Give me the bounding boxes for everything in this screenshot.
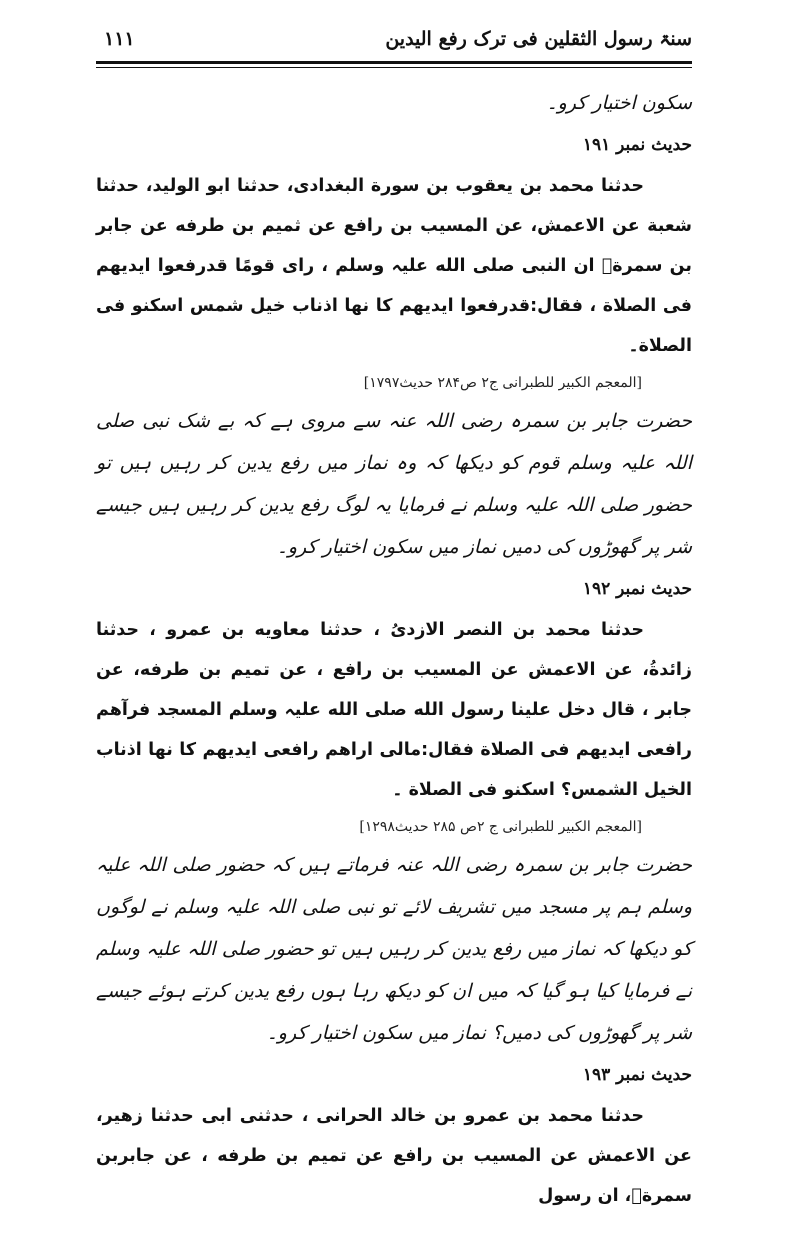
hadith-192 (96, 568, 692, 1054)
hadith-193-arabic-text: حدثنا محمد بن عمرو بن خالد الحرانی ، حدثنی ابی حدثنا زهير، عن الاعمش عن المسيب بن رافع عن تميم بن طرفه ، عن جابربن سمرةؓ، ان رسول (96, 1106, 692, 1206)
header-rule-thick (96, 61, 692, 64)
hadith-193 (96, 1054, 692, 1216)
page-number: ۱۱۱ (104, 28, 135, 50)
page-body (96, 82, 692, 1216)
hadith-191-arabic (96, 166, 692, 366)
hadith-192-arabic (96, 610, 692, 810)
intro-line: سکون اختیار کرو۔ (546, 92, 692, 114)
hadith-192-heading: حدیث نمبر ۱۹۲ (582, 579, 692, 599)
hadith-191 (96, 124, 692, 568)
hadith-193-heading: حدیث نمبر ۱۹۳ (582, 1065, 692, 1085)
book-title: سنۃ رسول الثقلین فی ترک رفع الیدین (385, 28, 692, 50)
hadith-191-translation: حضرت جابر بن سمرہ رضی اللہ عنہ سے مروی ہے کہ بے شک نبی صلی اللہ علیہ وسلم قوم کو دیکھا کہ وہ نماز میں رفع یدین کر رہیں ہیں تو حضور صلی اللہ علیہ وسلم نے فرمایا یہ لوگ رفع یدین کر رہیں ہیں جیسے شر پر گھوڑوں کی دمیں نماز میں سکون اختیار کرو۔ (96, 410, 692, 558)
hadith-192-translation: حضرت جابر بن سمرہ رضی اللہ عنہ فرماتے ہیں کہ حضور صلی اللہ علیہ وسلم ہم پر مسجد میں تشریف لائے تو نبی صلی اللہ علیہ وسلم نے لوگوں کو دیکھا کہ نماز میں رفع یدین کر رہیں ہیں تو حضور صلی اللہ علیہ وسلم نے فرمایا کیا ہو گیا کہ میں ان کو دیکھ رہا ہوں رفع یدین کرتے ہوئے جیسے شر پر گھوڑوں کی دمیں؟ نماز میں سکون اختیار کرو۔ (96, 854, 692, 1044)
running-header (96, 22, 692, 58)
hadith-191-arabic-text: حدثنا محمد بن يعقوب بن سورة البغدادى، حدثنا ابو الوليد، حدثنا شعبة عن الاعمش، عن المسيب بن رافع عن ثميم بن طرفه عن جابر بن سمرةؓ ان النبى صلی الله علیہ وسلم ، راى قومًا قدرفعوا ايديهم فى الصلاة ، فقال:قدرفعوا ايديهم كا نها اذناب خيل شمس اسكنو فى الصلاة۔ (96, 176, 692, 356)
hadith-192-reference: [المعجم الكبير للطبرانی ج ۲ص ۲۸۵ حدیث۱۲۹۸] (359, 819, 642, 835)
header-rule-thin (96, 67, 692, 68)
hadith-191-heading: حدیث نمبر ۱۹۱ (582, 135, 692, 155)
hadith-192-arabic-text: حدثنا محمد بن النصر الازدیُ ، حدثنا معاويه بن عمرو ، حدثنا زائدةُ، عن الاعمش عن المسيب بن رافع ، عن تميم بن طرفه، عن جابر ، قال دخل علينا رسول الله صلی الله علیہ وسلم المسجد فرآهم رافعى ايديهم فى الصلاة فقال:مالى اراهم رافعى ايديهم كا نها اذناب الخيل الشمس؟ اسكنو فى الصلاة ۔ (96, 620, 692, 800)
hadith-193-arabic (96, 1096, 692, 1216)
hadith-191-reference: [المعجم الكبير للطبرانی ج۲ ص۲۸۴ حدیث۱۷۹۷] (363, 375, 642, 391)
